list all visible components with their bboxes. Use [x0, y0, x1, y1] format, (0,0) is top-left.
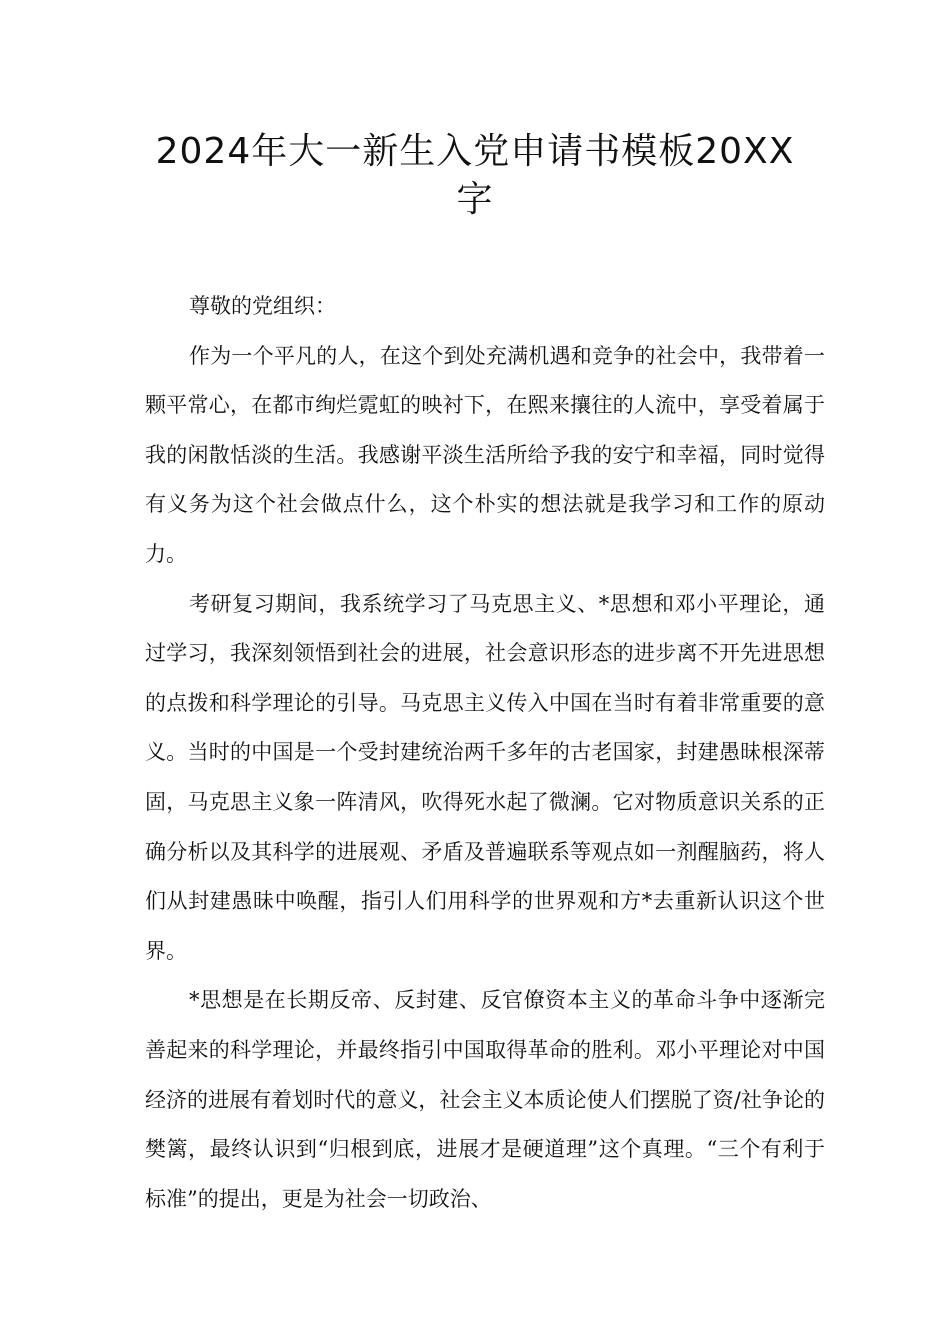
document-body — [145, 282, 825, 1224]
salutation: 尊敬的党组织： — [189, 294, 336, 318]
paragraph: *思想是在长期反帝、反封建、反官僚资本主义的革命斗争中逐渐完善起来的科学理论，并最终指引中国取得革命的胜利。邓小平理论对中国经济的进展有着划时代的意义，社会主义本质论使人们摆脱了资/社争论的樊篱，最终认识到“归根到底，进展才是硬道理”这个真理。“三个有利于标准”的提出，更是为社会一切政治、 — [145, 988, 825, 1211]
paragraph: 作为一个平凡的人，在这个到处充满机遇和竞争的社会中，我带着一颗平常心，在都市绚烂霓虹的映衬下，在熙来攘往的人流中，享受着属于我的闲散恬淡的生活。我感谢平淡生活所给予我的安宁和幸福，同时觉得有义务为这个社会做点什么，这个朴实的想法就是我学习和工作的原动力。 — [145, 343, 825, 566]
document-title — [120, 128, 830, 224]
paragraph: 考研复习期间，我系统学习了马克思主义、*思想和邓小平理论，通过学习，我深刻领悟到社会的进展，社会意识形态的进步离不开先进思想的点拨和科学理论的引导。马克思主义传入中国在当时有着非常重要的意义。当时的中国是一个受封建统治两千多年的古老国家，封建愚昧根深蒂固，马克思主义象一阵清风，吹得死水起了微澜。它对物质意识关系的正确分析以及其科学的进展观、矛盾及普遍联系等观点如一剂醒脑药，将人们从封建愚昧中唤醒，指引人们用科学的世界观和方*去重新认识这个世界。 — [145, 591, 825, 963]
title-line-1: 2024年大一新生入党申请书模板20XX — [155, 131, 795, 172]
title-line-2: 字 — [456, 179, 494, 220]
